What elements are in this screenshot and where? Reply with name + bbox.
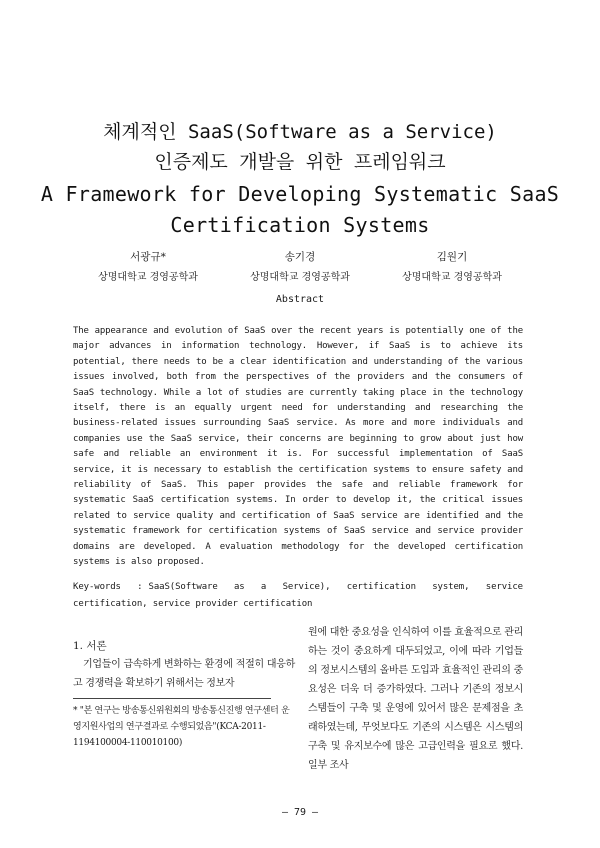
author-affiliation-2: 상명대학교 경영공학과 [250,272,350,283]
korean-title-line-1: 체계적인 SaaS(Software as a Service) [103,121,497,143]
author-name-2: 송기경 [284,251,316,263]
author-affiliation-1: 상명대학교 경영공학과 [98,272,198,283]
abstract-heading: Abstract [275,294,325,305]
footnote: * "본 연구는 방송통신위원회의 방송통신진행 연구센터 운영지원사업의 연구결과로 수행되었음"(KCA-2011-1194100004-110010100) [73,706,290,748]
abstract-text: The appearance and evolution of SaaS over the recent years is potentially one of the major advances in information technology. However, if SaaS is to achieve its potential, there needs to be a clear identification and understanding of the various issues involved, both from the perspectives of the providers and the consumers of SaaS technology. While a lot of studies are currently taking place in the technology itself, there is an equally urgent need for understanding and researching the business-related issues surrounding SaaS service. As more and more individuals and companies use the SaaS service, their concerns are beginning to grow about just how safe and reliable an environment it is. For successful implementation of SaaS service, it is necessary to establish the certification systems to ensure safety and reliability of SaaS. This paper provides the safe and reliable framework for systematic SaaS certification systems. In order to develop it, the critical issues related to service quality and certification of SaaS service are identified and the systematic framework for certification systems of SaaS service and service provider domains are developed. A evaluation methodology for the developed certification systems is also proposed. [73,326,523,568]
keywords [73,579,523,613]
english-title-line-1: A Framework for Developing Systematic SaaS [40,182,560,206]
keywords-label: Key-words : [73,582,143,592]
korean-title-line-2: 인증제도 개발을 위한 프레임워크 [154,151,446,173]
author-affiliation-3: 상명대학교 경영공학과 [402,272,502,283]
section-body-left: 기업들이 급속하게 변화하는 환경에 적절히 대응하고 경쟁력을 확보하기 위해서는 정보자 [73,659,295,689]
section-heading: 1. 서론 [73,640,107,652]
author-name-3: 김원기 [436,251,468,263]
author-name-1: 서광규* [130,251,166,263]
section-body-right: 원에 대한 중요성을 인식하여 이를 효율적으로 관리하는 것이 중요하게 대두되었고, 이에 따라 기업들의 정보시스템의 올바른 도입과 효율적인 관리의 중요성은 더욱 더 증가하였다. 그러나 기존의 정보시스템들이 구축 및 운영에 있어서 많은 문제점을 초래하였는데, 무엇보다도 기존의 시스템은 시스템의 구축 및 유지보수에 많은 고급인력을 필요로 했다. 일부 조사 [308,627,523,771]
footnote-divider [73,698,271,699]
page-number: – 79 – [281,807,319,818]
english-title-line-2: Certification Systems [170,213,430,237]
keywords-text: SaaS(Software as a Service), certification system, service certification, service provider certification [73,582,523,609]
